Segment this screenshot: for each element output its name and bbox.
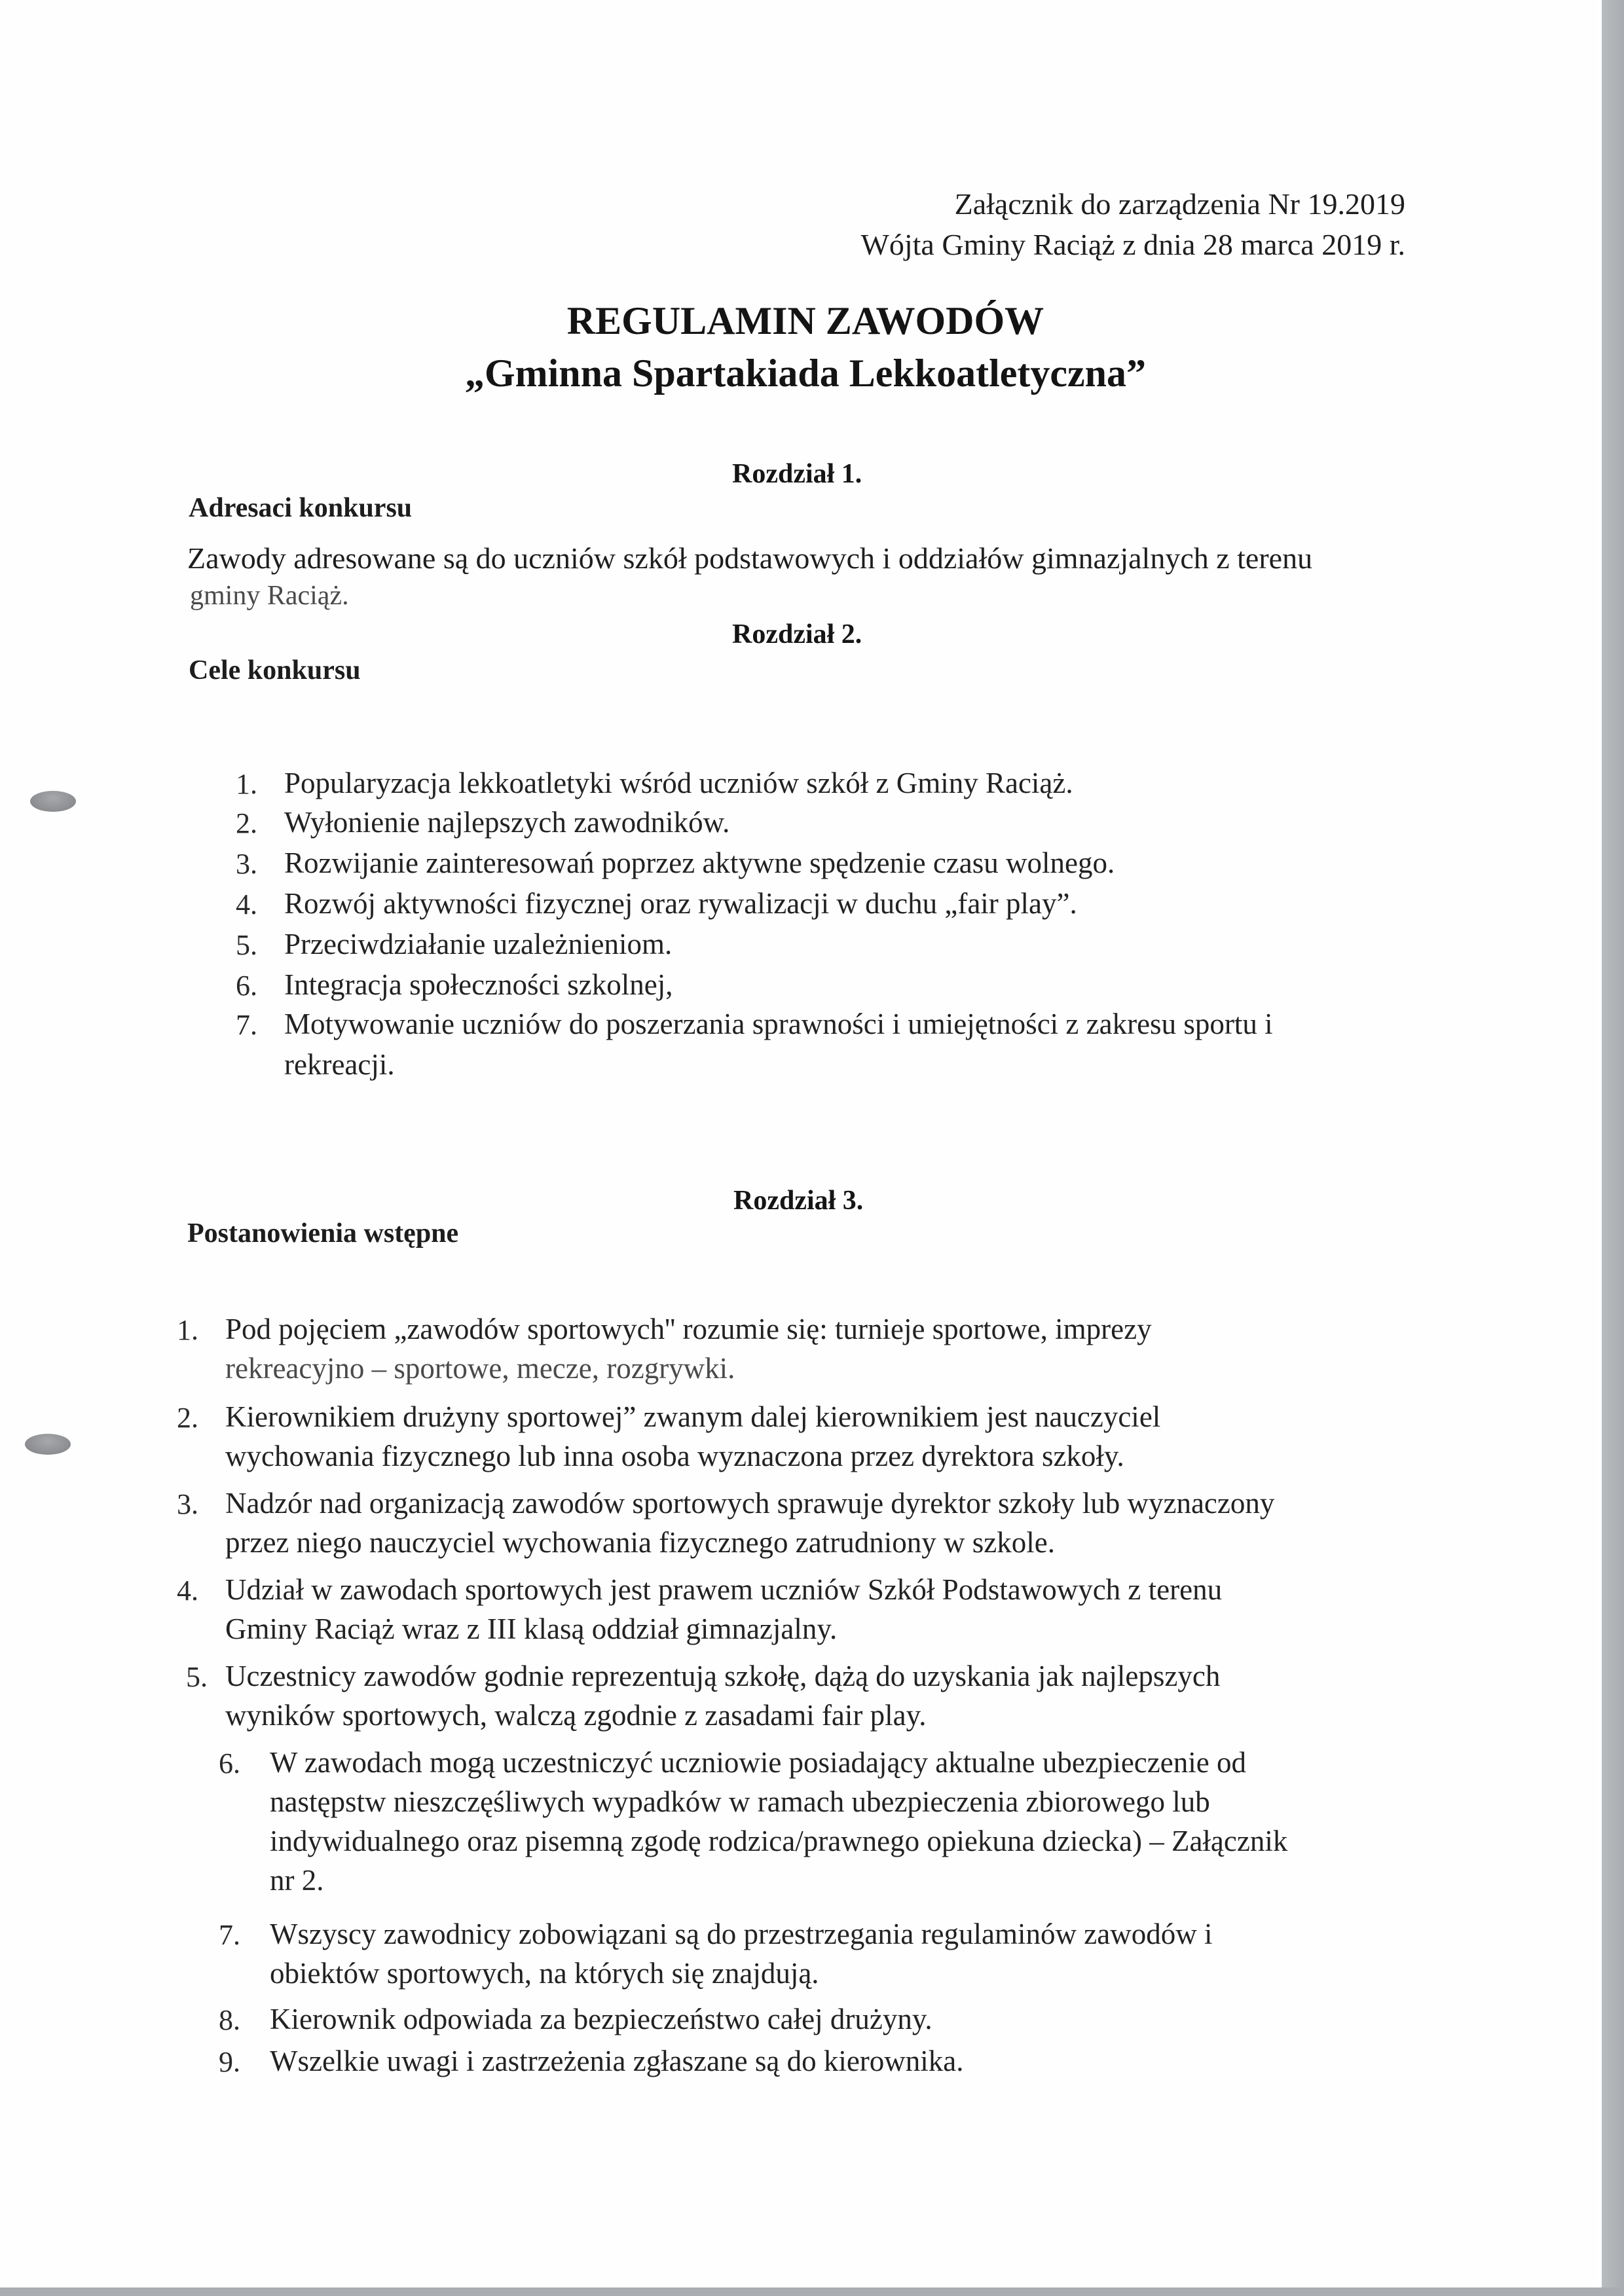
list-item: Wszelkie uwagi i zastrzeżenia zgłaszane są do kierownika. xyxy=(270,2045,964,2077)
list-number: 2. xyxy=(177,1402,198,1434)
chapter-2-heading: Cele konkursu xyxy=(189,655,361,685)
list-item: Kierownikiem drużyny sportowej” zwanym dalej kierownikiem jest nauczyciel xyxy=(225,1400,1161,1433)
chapter-1-heading: Adresaci konkursu xyxy=(189,493,413,523)
list-item: Pod pojęciem „zawodów sportowych'' rozumie się: turnieje sportowe, imprezy xyxy=(225,1313,1152,1345)
list-number: 3. xyxy=(177,1488,198,1520)
list-number: 8. xyxy=(219,2004,240,2036)
punch-hole xyxy=(30,791,76,812)
chapter-1-text-line-2: gminy Raciąż. xyxy=(190,581,349,611)
list-item: Wyłonienie najlepszych zawodników. xyxy=(284,806,730,839)
chapter-3-label: Rozdział 3. xyxy=(733,1186,864,1216)
list-number: 3. xyxy=(236,848,257,880)
scan-edge-bottom xyxy=(0,2287,1624,2296)
document-title: REGULAMIN ZAWODÓW xyxy=(566,299,1044,342)
list-item: Rozwój aktywności fizycznej oraz rywalizacji w duchu „fair play”. xyxy=(284,887,1077,920)
list-item: Nadzór nad organizacją zawodów sportowych sprawuje dyrektor szkoły lub wyznaczony xyxy=(225,1487,1275,1520)
list-item-continuation: następstw nieszczęśliwych wypadków w ramach ubezpieczenia zbiorowego lub xyxy=(270,1785,1210,1818)
document-subtitle: „Gminna Spartakiada Lekkoatletyczna” xyxy=(464,352,1147,395)
list-number: 5. xyxy=(236,929,257,961)
list-number: 7. xyxy=(236,1009,257,1041)
list-item: Wszyscy zawodnicy zobowiązani są do przestrzegania regulaminów zawodów i xyxy=(270,1918,1213,1950)
list-item: Popularyzacja lekkoatletyki wśród uczniów szkół z Gminy Raciąż. xyxy=(284,767,1073,799)
scan-edge-right xyxy=(1602,0,1624,2296)
list-number: 7. xyxy=(219,1919,240,1951)
list-item-continuation: Gminy Raciąż wraz z III klasą oddział gimnazjalny. xyxy=(225,1613,838,1645)
list-number: 5. xyxy=(186,1661,208,1693)
list-number: 1. xyxy=(177,1314,198,1346)
list-number: 9. xyxy=(219,2046,240,2078)
list-item-continuation: rekreacyjno – sportowe, mecze, rozgrywki. xyxy=(225,1352,735,1385)
list-item-continuation: rekreacji. xyxy=(284,1048,395,1081)
list-number: 6. xyxy=(236,970,257,1002)
annex-line-1: Załącznik do zarządzenia Nr 19.2019 xyxy=(954,187,1405,221)
punch-hole xyxy=(25,1434,71,1455)
list-item-continuation: wyników sportowych, walczą zgodnie z zasadami fair play. xyxy=(225,1699,927,1732)
list-item-continuation: przez niego nauczyciel wychowania fizycznego zatrudniony w szkole. xyxy=(225,1526,1055,1559)
list-item-continuation: obiektów sportowych, na których się znajdują. xyxy=(270,1957,819,1990)
list-item: Uczestnicy zawodów godnie reprezentują szkołę, dążą do uzyskania jak najlepszych xyxy=(225,1660,1221,1692)
list-item: Przeciwdziałanie uzależnieniom. xyxy=(284,928,673,960)
list-number: 1. xyxy=(236,768,257,800)
list-item-continuation: indywidualnego oraz pisemną zgodę rodzica/prawnego opiekuna dziecka) – Załącznik xyxy=(270,1825,1288,1857)
list-item-continuation: wychowania fizycznego lub inna osoba wyznaczona przez dyrektora szkoły. xyxy=(225,1440,1124,1472)
list-item: Rozwijanie zainteresowań poprzez aktywne spędzenie czasu wolnego. xyxy=(284,847,1115,879)
chapter-3-heading: Postanowienia wstępne xyxy=(187,1218,459,1248)
list-item-continuation: nr 2. xyxy=(270,1864,324,1897)
annex-line-2: Wójta Gminy Raciąż z dnia 28 marca 2019 r. xyxy=(860,228,1405,261)
list-item: W zawodach mogą uczestniczyć uczniowie posiadający aktualne ubezpieczenie od xyxy=(270,1746,1246,1779)
chapter-1-label: Rozdział 1. xyxy=(732,459,862,489)
chapter-1-text-line-1: Zawody adresowane są do uczniów szkół podstawowych i oddziałów gimnazjalnych z terenu xyxy=(187,541,1313,575)
list-item: Udział w zawodach sportowych jest prawem uczniów Szkół Podstawowych z terenu xyxy=(225,1573,1223,1606)
list-number: 6. xyxy=(219,1747,240,1779)
list-number: 4. xyxy=(177,1575,198,1607)
list-number: 4. xyxy=(236,888,257,920)
list-item: Kierownik odpowiada za bezpieczeństwo całej drużyny. xyxy=(270,2003,932,2035)
list-item: Motywowanie uczniów do poszerzania sprawności i umiejętności z zakresu sportu i xyxy=(284,1008,1273,1040)
list-item: Integracja społeczności szkolnej, xyxy=(284,968,673,1001)
list-number: 2. xyxy=(236,807,257,839)
chapter-2-label: Rozdział 2. xyxy=(732,619,862,649)
